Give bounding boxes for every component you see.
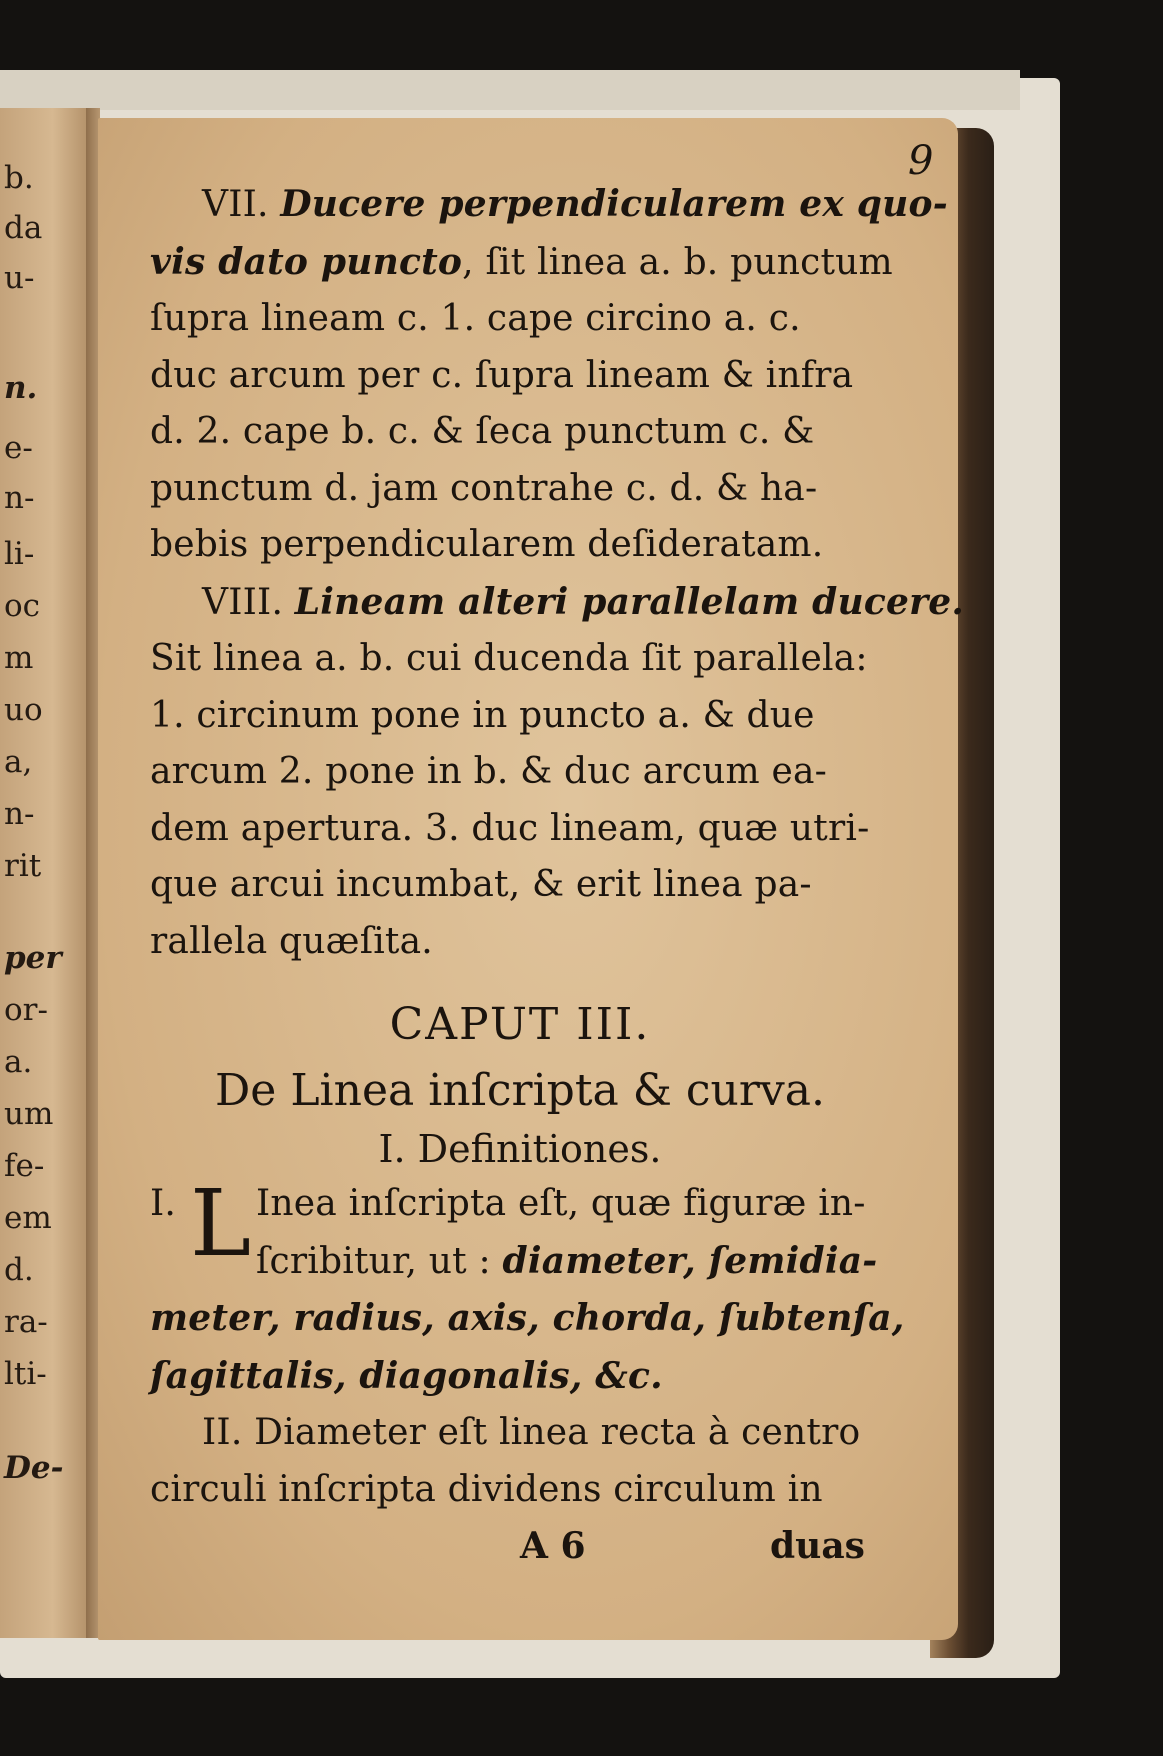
definition-number: I.: [150, 1183, 177, 1224]
text-line: II. Diameter eſt linea recta à centro: [202, 1412, 861, 1453]
section-heading: I. Definitiones.: [378, 1127, 662, 1171]
text-line: que arcui incumbat, & erit linea pa-: [150, 864, 812, 905]
left-fragment: n-: [4, 796, 35, 832]
left-fragment: um: [4, 1096, 54, 1132]
chapter-title: De Linea inſcripta & curva.: [215, 1065, 825, 1116]
text-line: Inea inſcripta eſt, quæ figuræ in-: [256, 1183, 866, 1224]
text-line: meter, radius, axis, chorda, ſubtenſa,: [150, 1297, 905, 1339]
cloth-spine-strip: [0, 70, 1020, 110]
left-fragment: m: [4, 640, 34, 676]
left-fragment: da: [4, 210, 43, 246]
page-footer: [150, 1518, 890, 1574]
text-line: 1. circinum pone in puncto a. & due: [150, 694, 815, 736]
left-fragment: per: [4, 940, 62, 976]
text-line: duc arcum per c. ſupra lineam & infra: [150, 354, 854, 396]
left-fragment: or-: [4, 992, 48, 1028]
left-fragment: n-: [4, 480, 35, 516]
text-line: ſupra lineam c. 1. cape circino a. c.: [150, 298, 801, 339]
left-fragment: rit: [4, 848, 42, 884]
left-fragment: n.: [4, 370, 38, 406]
left-fragment: uo: [4, 692, 43, 728]
left-fragment: oc: [4, 588, 41, 624]
left-fragment: b.: [4, 160, 34, 196]
right-page: [98, 118, 965, 1640]
text-line: Sit linea a. b. cui ducenda ſit parallela:: [150, 638, 868, 679]
text-line: ſagittalis, diagonalis, &c.: [150, 1354, 663, 1397]
page-number: 9: [908, 138, 934, 184]
left-fragment: em: [4, 1200, 52, 1236]
text-line: dem apertura. 3. duc lineam, quæ utri-: [150, 807, 870, 849]
signature-mark: A 6: [520, 1525, 586, 1567]
catchword: duas: [770, 1525, 865, 1567]
text-line: rallela quæſita.: [150, 920, 433, 962]
definition-block: [150, 1170, 890, 1290]
left-fragment: lti-: [4, 1356, 47, 1392]
drop-cap: L: [190, 1170, 252, 1277]
text-line: d. 2. cape b. c. & ſeca punctum c. &: [150, 411, 815, 452]
text-line: punctum d. jam contrahe c. d. & ha-: [150, 467, 818, 509]
chapter-heading: CAPUT III.: [389, 999, 651, 1050]
left-fragment: ra-: [4, 1304, 48, 1340]
left-fragment: e-: [4, 430, 33, 466]
text-line: VIII. Lineam alteri parallelam ducere.: [202, 580, 965, 623]
left-fragment: a.: [4, 1044, 33, 1080]
text-line: circuli inſcripta dividens circulum in: [150, 1468, 823, 1510]
left-fragment: fe-: [4, 1148, 45, 1184]
text-line: ſcribitur, ut : diameter, ſemidia-: [256, 1239, 878, 1282]
left-page: [0, 108, 88, 1638]
text-line: bebis perpendicularem deſideratam.: [150, 524, 824, 565]
text-line: arcum 2. pone in b. & duc arcum ea-: [150, 751, 827, 792]
text-line: VII. Ducere perpendicularem ex quo-: [202, 183, 948, 225]
left-fragment: De-: [4, 1450, 64, 1486]
page-text: [150, 176, 965, 1574]
left-fragment: d.: [4, 1252, 34, 1288]
left-fragment: u-: [4, 260, 35, 296]
left-fragment: a,: [4, 744, 33, 780]
text-line: vis dato puncto, ſit linea a. b. punctum: [150, 240, 893, 283]
left-fragment: li-: [4, 536, 35, 572]
